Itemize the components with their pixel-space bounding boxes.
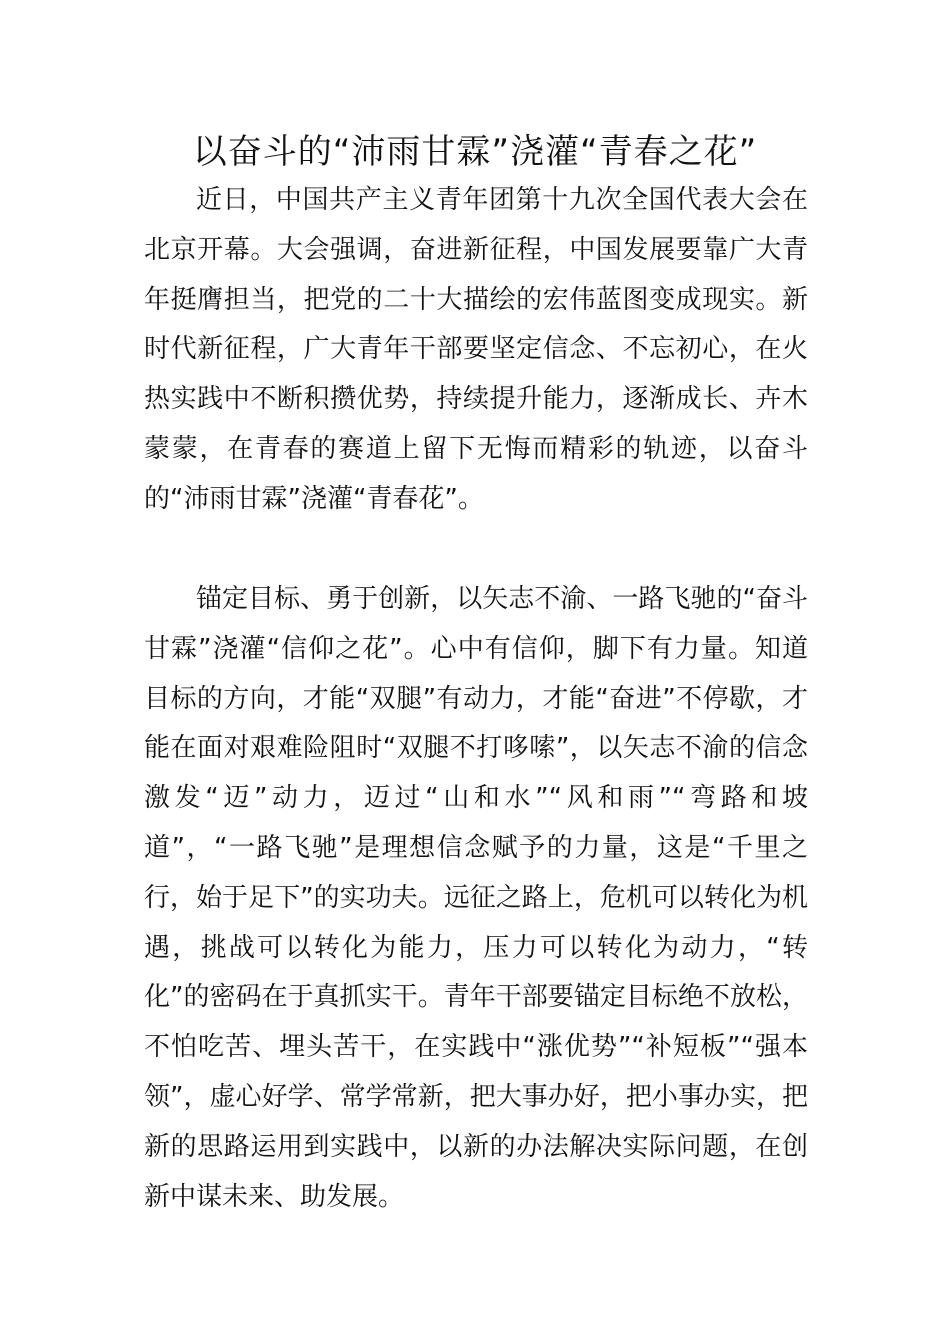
paragraph-intro: 近日，中国共产主义青年团第十九次全国代表大会在北京开幕。大会强调，奋进新征程，中国发展要靠广大青年挺膺担当，把党的二十大描绘的宏伟蓝图变成现实。新时代新征程，广大青年干部要坚定信念、不忘初心，在火热实践中不断积攒优势，持续提升能力，逐渐成长、卉木蒙蒙，在青春的赛道上留下无悔而精彩的轨迹，以奋斗的“沛雨甘霖”浇灌“青春花”。 bbox=[144, 185, 808, 514]
document-title: 以奋斗的“沛雨甘霖”浇灌“青春之花” bbox=[192, 132, 758, 172]
paragraph-goals-innovation: 锚定目标、勇于创新，以矢志不渝、一路飞驰的“奋斗甘霖”浇灌“信仰之花”。心中有信仰，脚下有力量。知道目标的方向，才能“双腿”有动力，才能“奋进”不停歇，才能在面对艰难险阻时“双腿不打哆嗦”，以矢志不渝的信念激发“迈”动力，迈过“山和水”“风和雨”“弯路和坡道”，“一路飞驰”是理想信念赋予的力量，这是“千里之行，始于足下”的实功夫。远征之路上，危机可以转化为机遇，挑战可以转化为能力，压力可以转化为动力，“转化”的密码在于真抓实干。青年干部要锚定目标绝不放松，不怕吃苦、埋头苦干，在实践中“涨优势”“补短板”“强本领”，虚心好学、常学常新，把大事办好，把小事办实，把新的思路运用到实践中，以新的办法解决实际问题，在创新中谋未来、助发展。 bbox=[144, 584, 808, 1212]
